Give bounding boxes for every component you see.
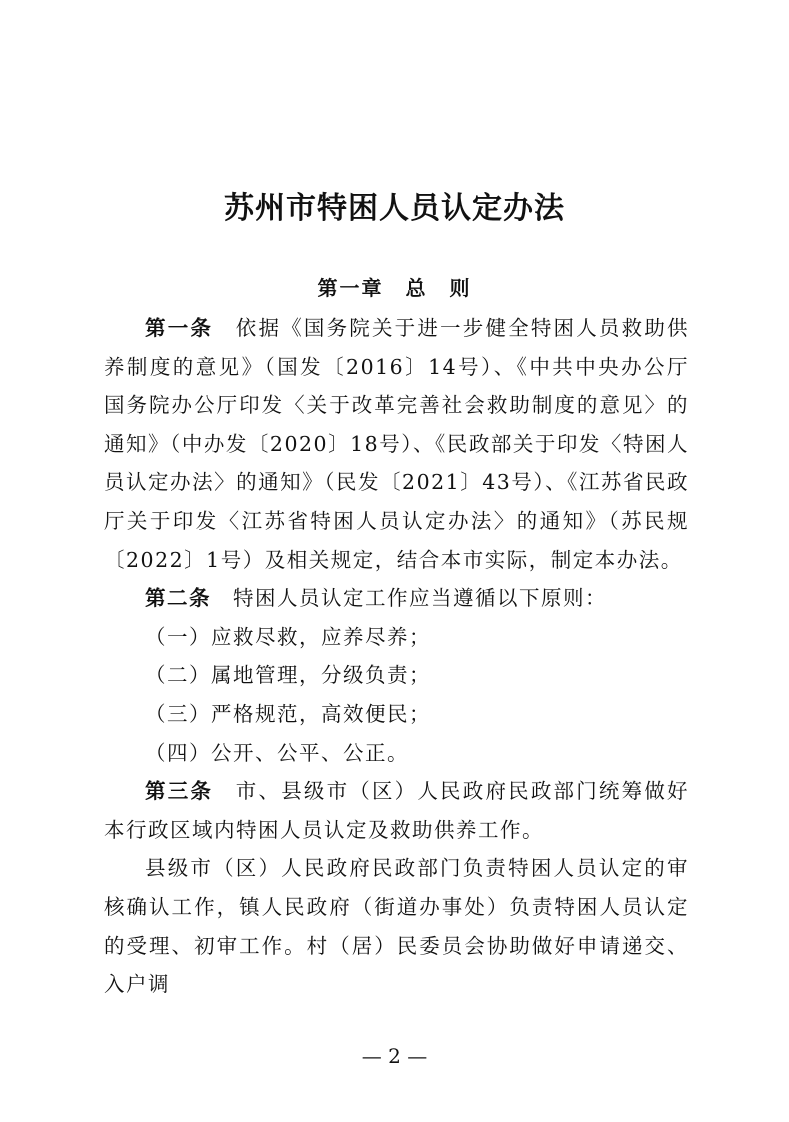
principle-item: （三）严格规范，高效便民； <box>145 701 431 726</box>
document-title: 苏州市特困人员认定办法 <box>224 191 565 226</box>
chapter-heading: 第一章 总 则 <box>317 276 472 300</box>
document-body <box>104 309 689 1004</box>
principle-item: （四）公开、公平、公正。 <box>145 740 409 765</box>
article-label: 第三条 <box>145 779 214 804</box>
principle-item: （二）属地管理，分级负责； <box>145 663 431 688</box>
principle-item: （一）应救尽救，应养尽养； <box>145 624 431 649</box>
page-number: — 2 — <box>361 1044 428 1068</box>
article-text: 依据《国务院关于进一步健全特困人员救助供养制度的意见》（国发〔2016〕14号）、《中共中央办公厅 国务院办公厅印发〈关于改革完善社会救助制度的意见〉的通知》（中办发〔2020〕18号）、《民政部关于印发〈特困人员认定办法〉的通知》（民发〔2021〕43号）、《江苏省民政厅关于印发〈江苏省特困人员认定办法〉的通知》（苏民规〔2022〕1号）及相关规定，结合本市实际，制定本办法。 <box>104 316 690 572</box>
article-2-paragraph <box>104 579 689 618</box>
body-paragraph: 县级市（区）人民政府民政部门负责特困人员认定的审核确认工作，镇人民政府（街道办事处）负责特困人员认定的受理、初审工作。村（居）民委员会协助做好申请递交、入户调 <box>104 856 689 997</box>
article-1-paragraph <box>104 309 689 579</box>
article-text: 市、县级市（区）人民政府民政部门统筹做好本行政区域内特困人员认定及救助供养工作。 <box>104 779 690 842</box>
article-3-paragraph <box>104 772 689 849</box>
article-label: 第二条 <box>145 586 211 611</box>
article-label: 第一条 <box>145 316 214 340</box>
article-text: 特困人员认定工作应当遵循以下原则： <box>233 586 607 611</box>
